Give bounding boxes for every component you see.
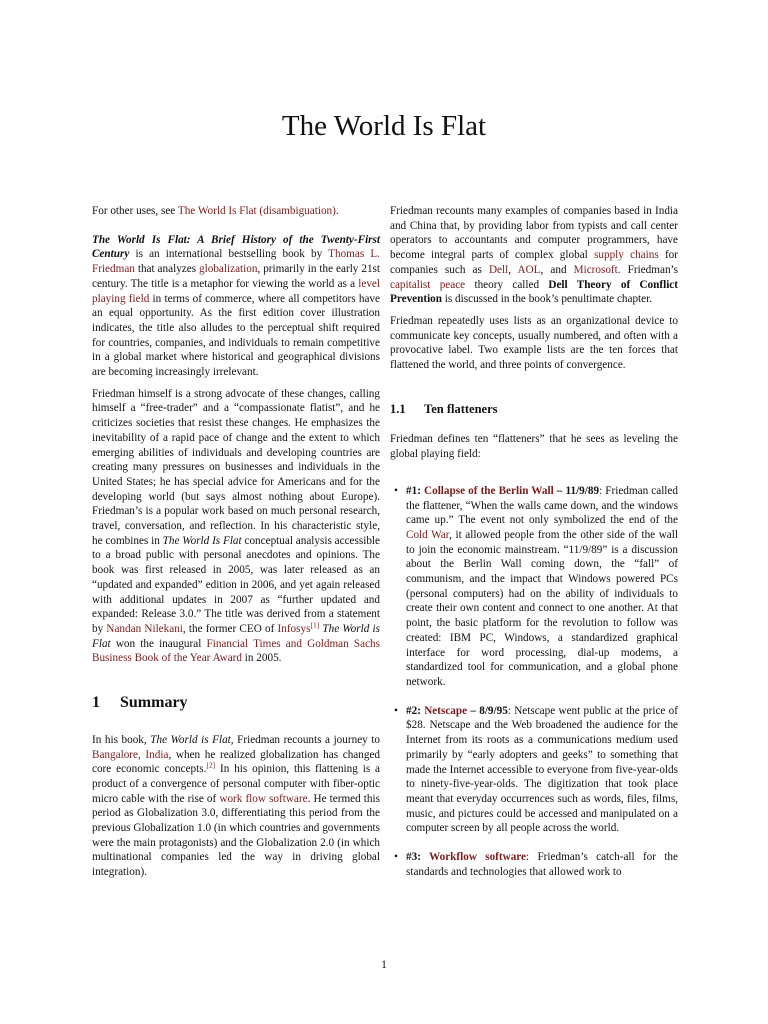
right-column bbox=[390, 204, 678, 893]
advocate-paragraph: Friedman himself is a strong advocate of these changes, calling himself a “free-trader” and a “compassionate flatist”, and he criticizes societies that resist these changes. He emphasizes the inevitability of a rapid pace of change and the extent to which emerging abilities of individuals and developing countries are creating many pressures on businesses and individuals in the United States; he has special advice for Americans and for the developing world (but says almost nothing about Europe). Friedman’s is a popular work based on much personal research, travel, conversation, and reflection. In his characteristic style, he combines in The World Is Flat conceptual analysis accessible to a broad public with personal anecdotes and opinions. The book was first released in 2005, was later released as an “updated and expanded” edition in 2006, and yet again released with additional updates in 2007 as “further updated and expanded: Release 3.0.” The title was derived from a statement by Nandan Nilekani, the former CEO of Infosys[1] The World is Flat won the inaugural Financial Times and Goldman Sachs Business Book of the Year Award in 2005. bbox=[92, 387, 381, 665]
list-item: • #1: Collapse of the Berlin Wall – 11/9/89: Friedman called the flattener, “When the walls came down, and the windows came up.” The event not only symbolized the end of the Cold War, it allowed people from the other side of the wall to join the economic mainstream. “11/9/89” is a discussion about the Berlin Wall coming down, the “fall” of communism, and the impact that Windows powered PCs (personal computers) had on the ability of individuals to create their own content and connect to one another. At that point, the basic platform for the revolution to follow was created: IBM PC, Windows, a standardized graphical interface for word processing, dial-up modems, a standardized tool for communication, and a global phone network. bbox=[394, 484, 678, 688]
intro-paragraph: The World Is Flat: A Brief History of the Twenty-First Century is an international bestselling book by Thomas L. Friedman that analyzes globalization, primarily in the early 21st century. The title is a metaphor for viewing the world as a level playing field in terms of commerce, where all competitors have an equal opportunity. As the first edition cover illustration indicates, the title also alludes to the perceptual shift required for countries, companies, and individuals to remain competitive in a global market where historical and geographical divisions are becoming increasingly irrelevant. bbox=[92, 233, 380, 379]
companies-paragraph: Friedman recounts many examples of companies based in India and China that, by providing labor from typists and call center operators to accountants and computer programmers, have become integral parts of complex global supply chains for companies such as Dell, AOL, and Microsoft. Friedman’s capitalist peace theory called Dell Theory of Conflict Prevention is discussed in the book’s penultimate chapter. bbox=[390, 205, 679, 306]
dell-link[interactable]: Dell bbox=[488, 263, 509, 276]
workflow-software-link[interactable]: work flow software bbox=[219, 792, 308, 805]
lists-paragraph: Friedman repeatedly uses lists as an organizational device to communicate key concepts, usually numbered, and often with a provocative label. Two example lists are the ten forces that flattened the world, and three points of convergence. bbox=[390, 314, 678, 372]
author-link[interactable]: Thomas L. Friedman bbox=[92, 248, 380, 276]
flatteners-list bbox=[390, 484, 678, 880]
capitalist-peace-link[interactable]: capitalist peace bbox=[390, 278, 466, 291]
page-number: 1 bbox=[381, 959, 387, 971]
microsoft-link[interactable]: Microsoft bbox=[573, 263, 618, 276]
reference-1-link[interactable]: [1] bbox=[310, 620, 320, 630]
list-item: • #2: Netscape – 8/9/95: Netscape went public at the price of $28. Netscape and the Web broadened the audience for the Internet from its roots as a communications medium used primarily by “early adopters and geeks” to something that made the Internet accessible to everyone from five-year-olds to ninety-five-year-olds. The digitization that took place meant that everyday occurrences such as words, files, films, music, and pictures could be accessed and manipulated on a computer screen by all people across the world. bbox=[394, 704, 678, 835]
aol-link[interactable]: AOL bbox=[517, 263, 541, 276]
flatteners-intro: Friedman defines ten “flatteners” that he sees as leveling the global playing field: bbox=[390, 433, 678, 461]
reference-2-link[interactable]: [2] bbox=[206, 760, 216, 770]
left-column bbox=[92, 204, 380, 887]
nilekani-link[interactable]: Nandan Nilekani bbox=[106, 622, 183, 635]
subsection-heading-ten-flatteners: 1.1 Ten flatteners bbox=[390, 401, 498, 416]
hatnote: For other uses, see The World Is Flat (disambiguation). bbox=[92, 205, 339, 217]
disambiguation-link[interactable]: The World Is Flat (disambiguation) bbox=[177, 205, 336, 217]
level-playing-field-link[interactable]: level playing field bbox=[92, 277, 380, 305]
section-heading-summary: 1 Summary bbox=[92, 694, 188, 712]
supply-chains-link[interactable]: supply chains bbox=[594, 249, 659, 262]
summary-paragraph: In his book, The World is Flat, Friedman recounts a journey to Bangalore, India, when he realized globalization has changed core economic concepts.[2] In his opinion, this flattening is a product of a convergence of personal computer with fiber-optic micro cable with the rise of work flow software. He termed this period as Globalization 3.0, differentiating this period from the previous Globalization 1.0 (in which countries and governments were the main protagonists) and the Globalization 2.0 (in which multinational companies led the way in driving global integration). bbox=[92, 733, 381, 879]
award-link[interactable]: Financial Times and Goldman Sachs Business Book of the Year Award bbox=[92, 637, 381, 665]
infosys-link[interactable]: Infosys bbox=[277, 622, 311, 635]
workflow-software-flattener-link[interactable]: Workflow software bbox=[429, 851, 527, 864]
list-item: • #3: Workflow software: Friedman’s catch-all for the standards and technologies that allowed work to bbox=[394, 851, 678, 878]
bangalore-link[interactable]: Bangalore, India bbox=[92, 748, 169, 761]
book-title: The World Is Flat: A Brief History of the Twenty-First Century bbox=[92, 233, 380, 261]
berlin-wall-link[interactable]: Collapse of the Berlin Wall bbox=[424, 484, 554, 497]
globalization-link[interactable]: globalization bbox=[199, 263, 258, 276]
netscape-link[interactable]: Netscape bbox=[424, 704, 468, 717]
page-title: The World Is Flat bbox=[281, 110, 487, 142]
cold-war-link[interactable]: Cold War bbox=[406, 528, 450, 541]
